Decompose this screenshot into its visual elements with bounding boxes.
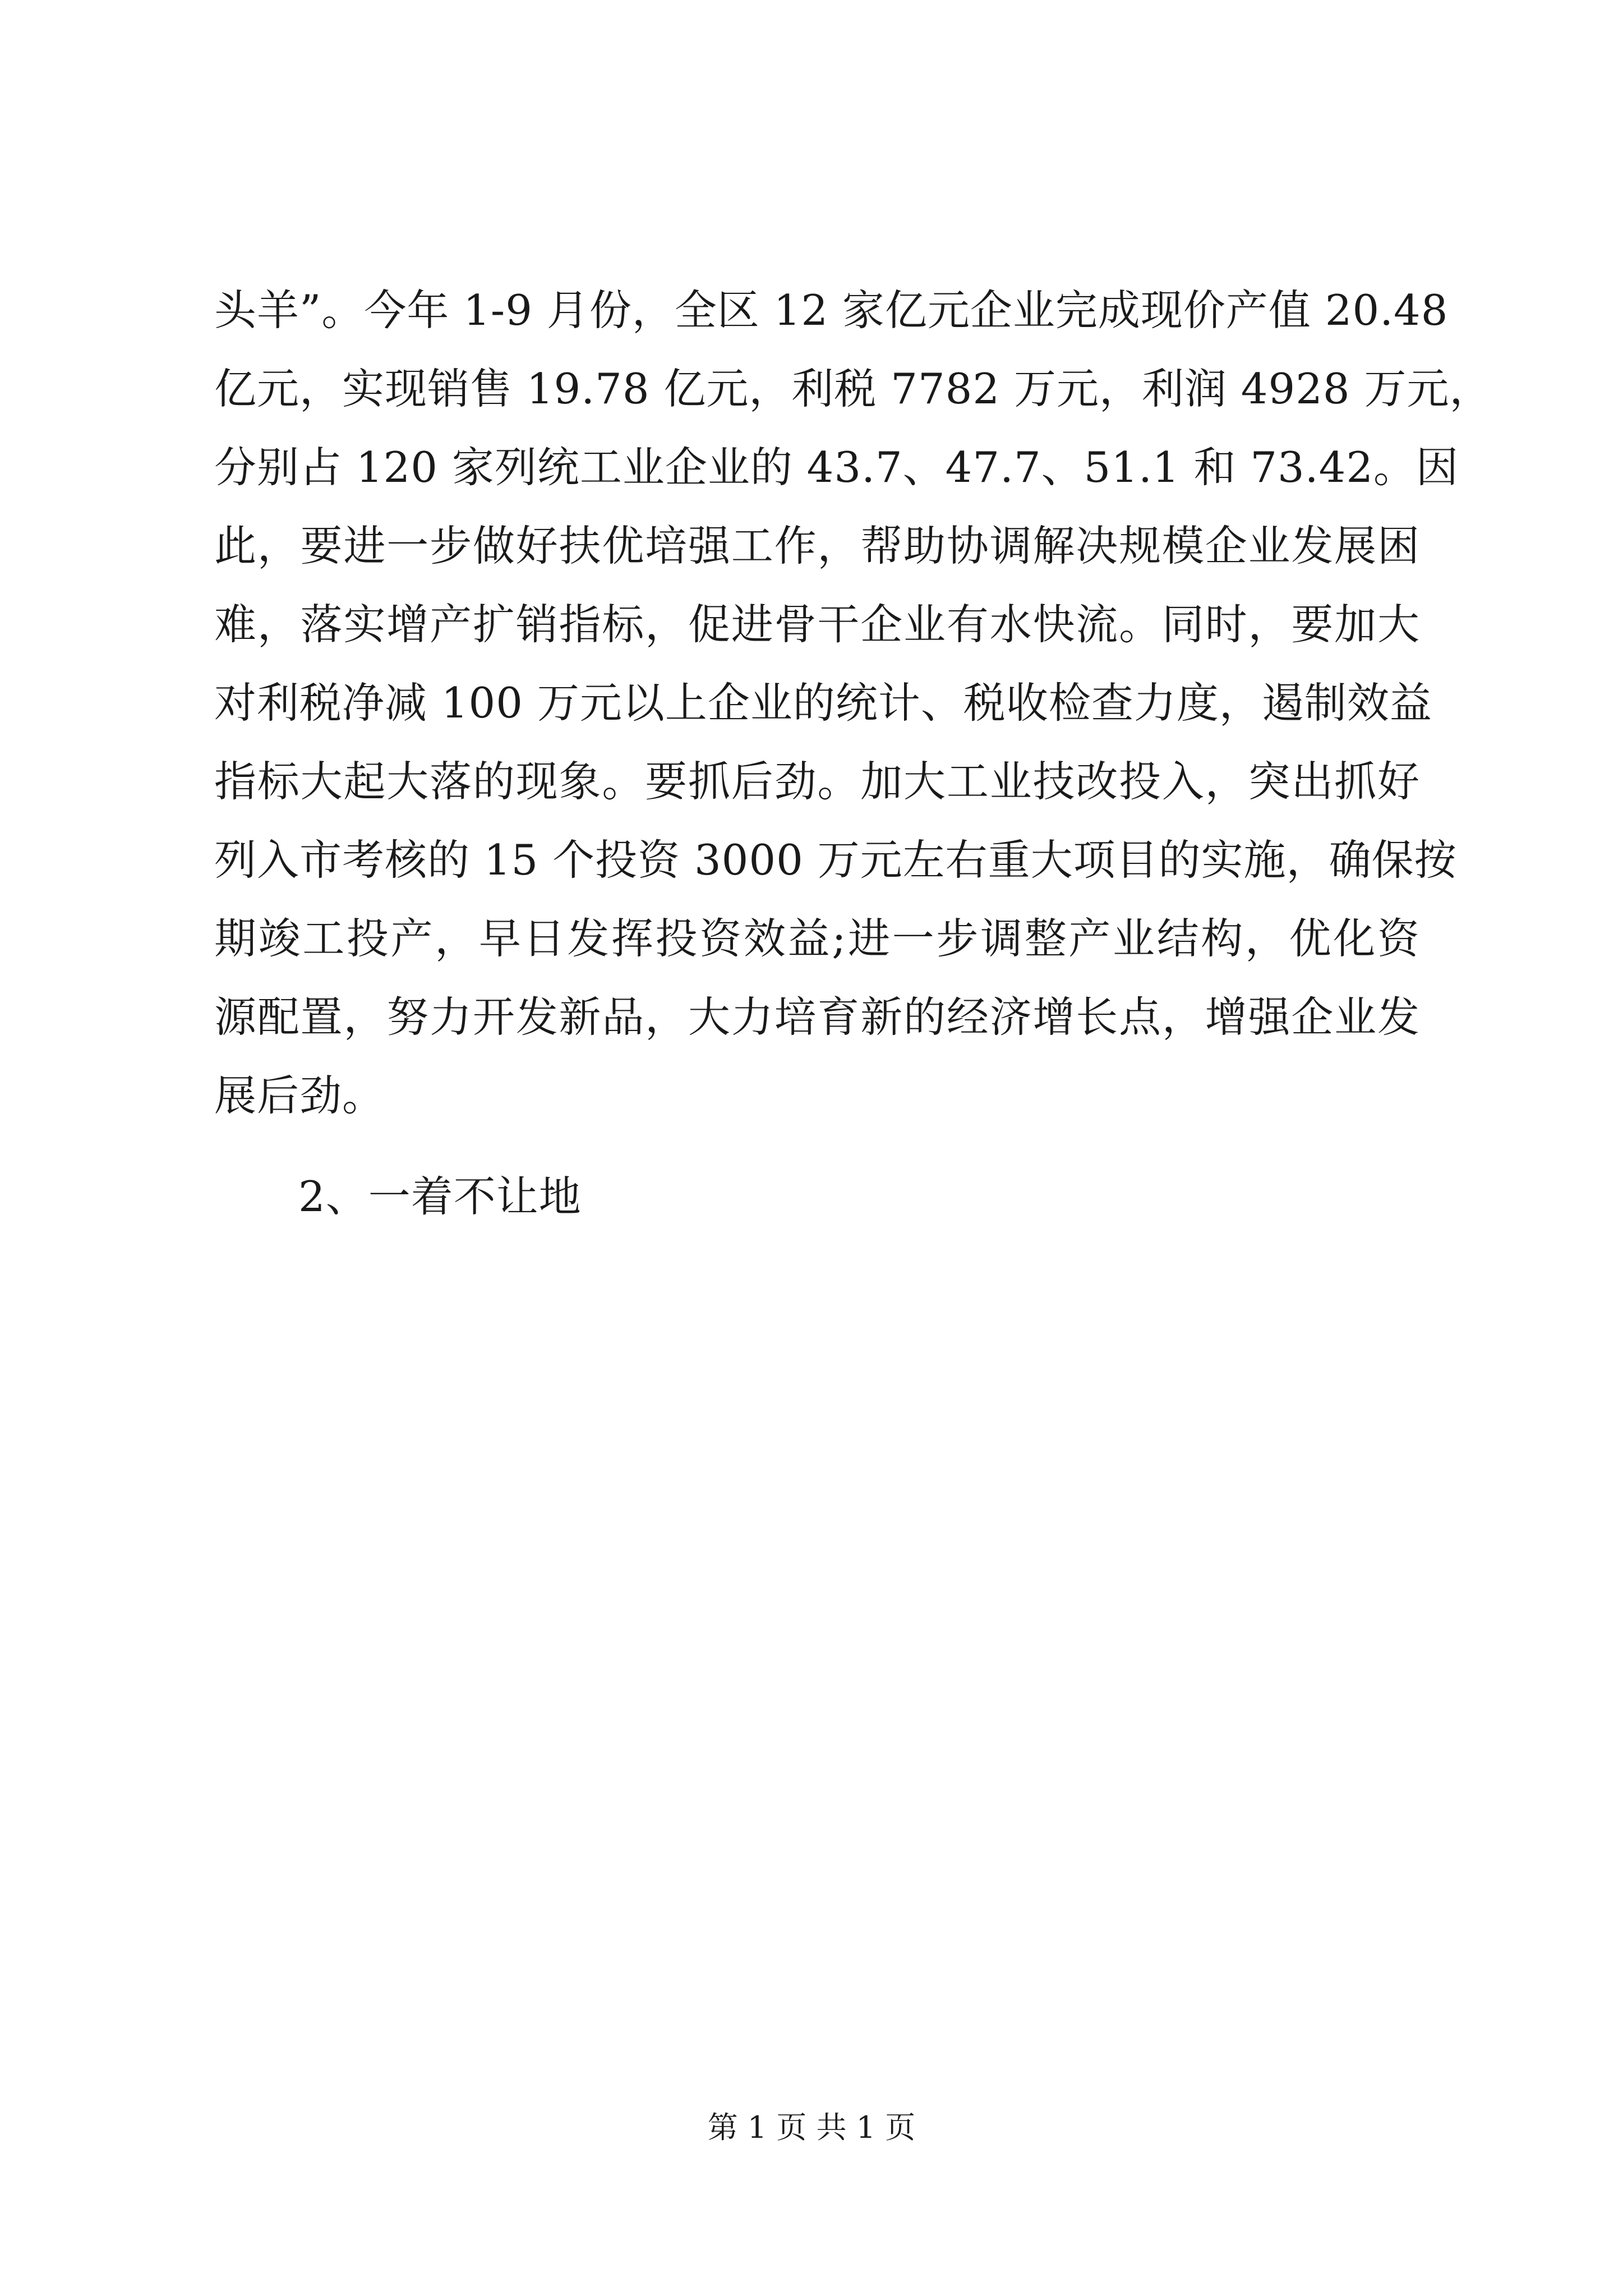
body-line-6: 对利税净减 100 万元以上企业的统计、税收检查力度，遏制效益 [214,678,1432,728]
section-heading: 2、一着不让地 [298,1172,582,1221]
body-line-2: 亿元，实现销售 19.78 亿元，利税 7782 万元，利润 4928 万元， [214,364,1492,413]
body-line-11: 展后劲。 [214,1071,385,1120]
body-line-4: 此，要进一步做好扶优培强工作，帮助协调解决规模企业发展困 [214,521,1420,570]
body-line-5: 难，落实增产扩销指标，促进骨干企业有水快流。同时，要加大 [214,600,1420,649]
body-line-3: 分别占 120 家列统工业企业的 43.7、47.7、51.1 和 73.42。因 [214,443,1459,492]
body-line-7: 指标大起大落的现象。要抓后劲。加大工业技改投入，突出抓好 [214,757,1420,806]
page-number-footer: 第 1 页 共 1 页 [707,2110,916,2145]
body-line-1: 头羊”。今年 1-9 月份，全区 12 家亿元企业完成现价产值 20.48 [214,286,1449,335]
body-line-9: 期竣工投产，早日发挥投资效益;进一步调整产业结构，优化资 [214,914,1420,963]
body-line-10: 源配置，努力开发新品，大力培育新的经济增长点，增强企业发 [214,992,1420,1042]
body-line-8: 列入市考核的 15 个投资 3000 万元左右重大项目的实施，确保按 [214,835,1457,885]
